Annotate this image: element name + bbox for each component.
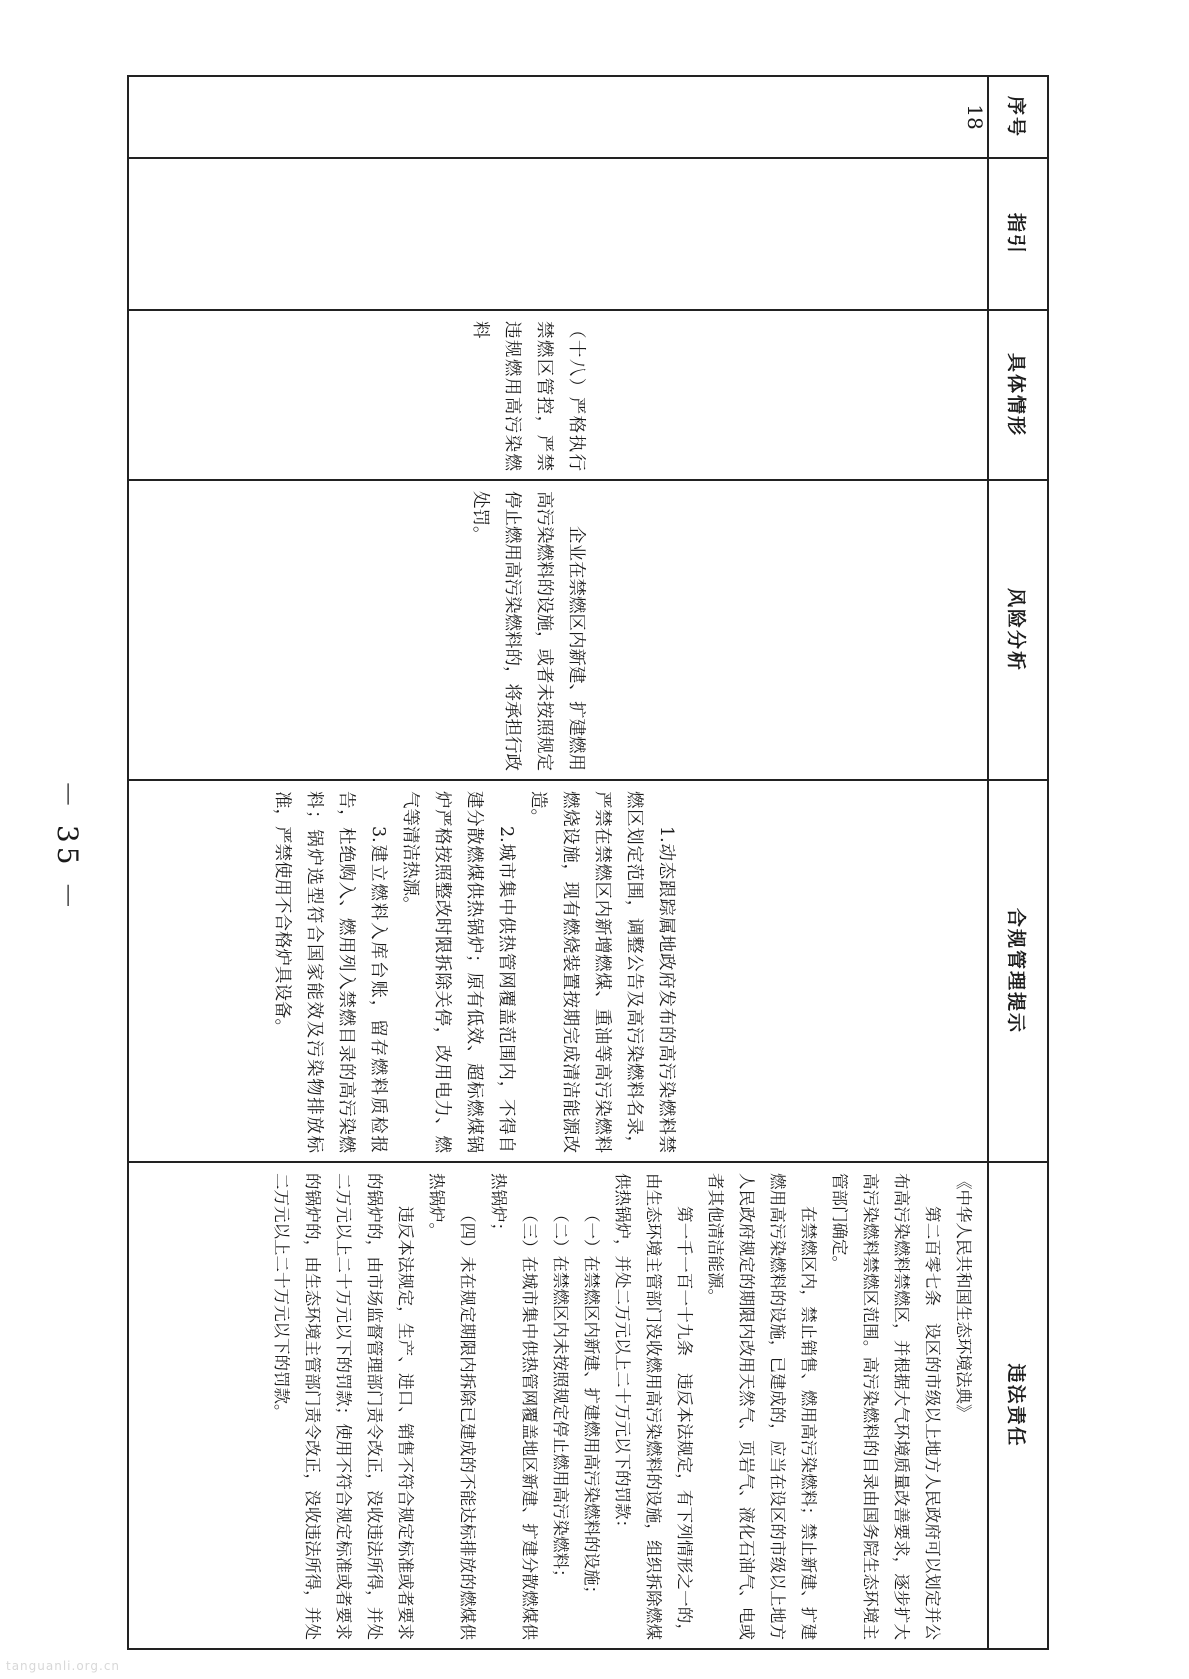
row-liability-cell — [128, 1162, 988, 1649]
tip-item: 2.城市集中供热管网覆盖范围内，不得自建分散燃煤供热锅炉；原有低效、超标燃煤锅炉严格按照整改时限拆除关停，改用电力、燃气等清洁热源。 — [400, 791, 516, 1153]
liability-paragraph: （二）在禁燃区内未按照规定停止燃用高污染燃料； — [551, 1206, 570, 1586]
table-row — [128, 76, 988, 1649]
header-tips: 合规管理提示 — [988, 780, 1048, 1162]
liability-paragraph: （一）在禁燃区内新建、扩建燃用高污染燃料的设施； — [582, 1206, 601, 1602]
header-no: 序号 — [988, 76, 1048, 158]
compliance-table — [127, 75, 1049, 1650]
row-guide — [128, 158, 988, 310]
tip-item: 3.建立燃料入库台账，留存燃料质检报告，杜绝购入、燃用列入禁燃目录的高污染燃料；锅炉选型符合国家能效及污染物排放标准，严禁使用不合格炉具设备。 — [272, 791, 388, 1153]
header-risk: 风险分析 — [988, 480, 1048, 780]
row-situation: （十八）严格执行禁燃区管控，严禁违规燃用高污染燃料 — [470, 321, 586, 471]
law-title: 《中华人民共和国生态环境法典》 — [954, 1173, 973, 1421]
liability-paragraph: （四）未在规定期限内拆除已建成的不能达标排放的燃煤供热锅炉。 — [427, 1173, 477, 1640]
header-situation: 具体情形 — [988, 310, 1048, 480]
liability-paragraph: 第一千一百一十九条 违反本法规定，有下列情形之一的，由生态环境主管部门没收燃用高污染燃料的设施，组织拆除燃煤供热锅炉，并处二万元以上二十万元以下的罚款： — [613, 1173, 694, 1640]
row-situation-cell — [128, 310, 988, 480]
liability-paragraph: 违反本法规定，生产、进口、销售不符合规定标准或者要求的锅炉的，由市场监督管理部门责令改正，没收违法所得，并处二万元以上二十万元以下的罚款；使用不符合规定标准或者要求的锅炉的，由生态环境主管部门责令改正，没收违法所得，并处二万元以上二十万元以下的罚款。 — [272, 1173, 415, 1640]
watermark: tanguanli.org.cn — [6, 1659, 121, 1673]
page-number: － 35 － — [51, 780, 84, 914]
liability-paragraph: 在禁燃区内，禁止销售、燃用高污染燃料；禁止新建、扩建燃用高污染燃料的设施，已建成的，应当在设区的市级以上地方人民政府规定的期限内改用天然气、页岩气、液化石油气、电或者其他清洁能源。 — [706, 1173, 818, 1640]
header-guide: 指引 — [988, 158, 1048, 310]
row-number: 18 — [128, 76, 988, 158]
liability-paragraph: （三）在城市集中供热管网覆盖地区新建、扩建分散燃煤供热锅炉； — [489, 1173, 539, 1640]
row-tips-cell — [128, 780, 988, 1162]
header-liability: 违法责任 — [988, 1162, 1048, 1649]
table-header-row — [988, 76, 1048, 1649]
row-risk: 企业在禁燃区内新建、扩建燃用高污染燃料的设施，或者未按照规定停止燃用高污染燃料的，将承担行政处罚。 — [470, 491, 586, 771]
row-risk-cell — [128, 480, 988, 780]
tip-item: 1.动态跟踪属地政府发布的高污染燃料禁燃区划定范围，调整公告及高污染燃料名录，严禁在禁燃区内新增燃煤、重油等高污染燃料燃烧设施，现有燃烧装置按期完成清洁能源改造。 — [528, 791, 676, 1153]
liability-paragraph: 第二百零七条 设区的市级以上地方人民政府可以划定并公布高污染燃料禁燃区，并根据大气环境质量改善要求，逐步扩大高污染燃料禁燃区范围。高污染燃料的目录由国务院生态环境主管部门确定。 — [830, 1173, 942, 1640]
